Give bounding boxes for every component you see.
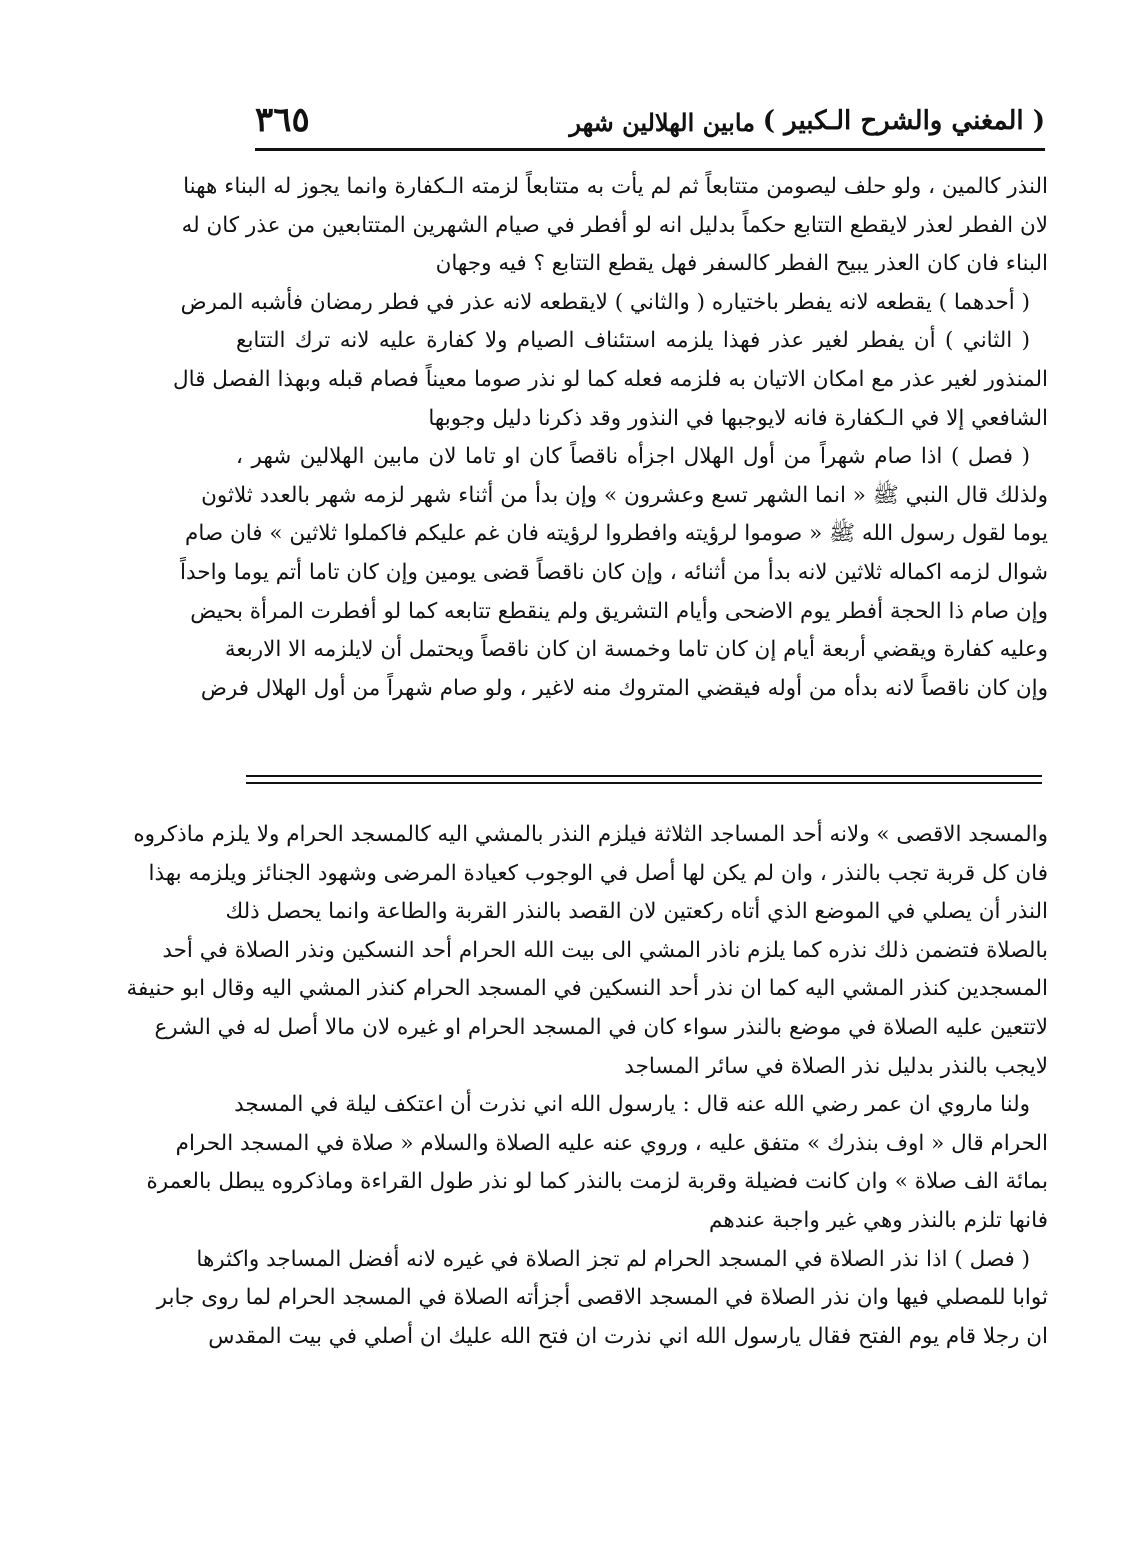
book-title: ( المغني والشرح الـكبير ) [762, 106, 1045, 136]
text-line: ثوابا للمصلي فيها وان نذر الصلاة في المسجد الاقصى أجزأته الصلاة في المسجد الحرام لما روى جابر [156, 1285, 1048, 1311]
section-divider [246, 775, 1042, 784]
section-title: مابين الهلالين شهر [569, 108, 755, 137]
text-line: ( فصل ) اذا صام شهراً من أول الهلال اجزأه ناقصاً كان او تاما لان مابين الهلالين شهر ، [236, 444, 1030, 470]
text-line: لان الفطر لعذر لايقطع التتابع حكماً بدليل انه لو أفطر في صيام الشهرين المتتابعين من عذر كان له [181, 212, 1048, 238]
text-line: ان رجلا قام يوم الفتح فقال يارسول الله اني نذرت ان فتح الله عليك ان أصلي في بيت المقدس [208, 1323, 1048, 1349]
text-line: المنذور لغير عذر مع امكان الاتيان به فلزمه فعله كما لو نذر صوما معيناً فصام قبله وبهذا الفصل قال [173, 366, 1048, 392]
text-line: لايجب بالنذر بدليل نذر الصلاة في سائر المساجد [624, 1053, 1048, 1079]
text-line: ( أحدهما ) يقطعه لانه يفطر باختياره ( والثاني ) لايقطعه لانه عذر في فطر رمضان فأشبه المرض [180, 289, 1030, 315]
text-line: وعليه كفارة ويقضي أربعة أيام إن كان تاما وخمسة ان كان ناقصاً ويحتمل أن لايلزمه الا الاربعة [224, 637, 1048, 663]
text-line: النذر أن يصلي في الموضع الذي أتاه ركعتين لان القصد بالنذر القربة والطاعة وانما يحصل ذلك [225, 899, 1048, 925]
text-line: وإن كان ناقصاً لانه بدأه من أوله فيقضي المتروك منه لاغير ، ولو صام شهراً من أول الهلال فرض [200, 675, 1048, 701]
text-line: بالصلاة فتضمن ذلك نذره كما يلزم ناذر المشي الى بيت الله الحرام أحد النسكين ونذر الصلاة في أحد [162, 937, 1048, 963]
text-line: ولذلك قال النبي ﷺ « انما الشهر تسع وعشرون » وإن بدأ من أثناء شهر لزمه شهر بالعدد ثلاثون [201, 482, 1048, 508]
text-line: يوما لقول رسول الله ﷺ « صوموا لرؤيته وافطروا لرؤيته فان غم عليكم فاكملوا ثلاثين » فان صام [185, 521, 1048, 547]
text-line: المسجدين كنذر المشي اليه كما ان نذر أحد النسكين في المسجد الحرام كنذر المشي اليه وقال ابو حنيفة [126, 976, 1048, 1002]
page-number: ٣٦٥ [255, 100, 310, 140]
text-line: بمائة الف صلاة » وان كانت فضيلة وقربة لزمت بالنذر كما لو نذر طول القراءة وماذكروه يبطل بالعمرة [146, 1169, 1048, 1195]
page-header [255, 100, 1045, 146]
text-line: فانها تلزم بالنذر وهي غير واجبة عندهم [709, 1207, 1048, 1233]
header-rule [255, 148, 1045, 151]
text-line: ( فصل ) اذا نذر الصلاة في المسجد الحرام لم تجز الصلاة في غيره لانه أفضل المساجد واكثرها [196, 1246, 1030, 1272]
text-line: البناء فان كان العذر يبيح الفطر كالسفر فهل يقطع التتابع ؟ فيه وجهان [435, 251, 1048, 277]
text-line: شوال لزمه اكماله ثلاثين لانه بدأ من أثنائه ، وإن كان ناقصاً قضى يومين وإن كان تاما أتم يوما واحداً [180, 559, 1048, 585]
text-line: الشافعي إلا في الـكفارة فانه لايوجبها في النذور وقد ذكرنا دليل وجوبها [428, 405, 1048, 431]
main-text-block [173, 168, 1048, 708]
text-line: وإن صام ذا الحجة أفطر يوم الاضحى وأيام التشريق ولم ينقطع تتابعه كما لو أفطرت المرأة بحيض [190, 598, 1048, 624]
text-line: ولنا ماروي ان عمر رضي الله عنه قال : يارسول الله اني نذرت أن اعتكف ليلة في المسجد [234, 1092, 1030, 1118]
text-line: لاتتعين عليه الصلاة في موضع بالنذر سواء كان في المسجد الحرام او غيره لان مالا أصل له في الشرع [154, 1014, 1048, 1040]
text-line: والمسجد الاقصى » ولانه أحد المساجد الثلاثة فيلزم النذر بالمشي اليه كالمسجد الحرام ولا يلزم ماذكروه [133, 822, 1048, 847]
commentary-text-block [126, 816, 1048, 1356]
text-line: الحرام قال « اوف بنذرك » متفق عليه ، وروي عنه عليه الصلاة والسلام « صلاة في المسجد الحرام [175, 1130, 1048, 1156]
text-line: فان كل قربة تجب بالنذر ، وان لم يكن لها أصل في الوجوب كعيادة المرضى وشهود الجنائز ويلزمه بهذا [148, 860, 1048, 886]
text-line: النذر كالمين ، ولو حلف ليصومن متتابعاً ثم لم يأت به متتابعاً لزمته الـكفارة وانما يجوز له البناء ههنا [183, 174, 1048, 199]
text-line: ( الثاني ) أن يفطر لغير عذر فهذا يلزمه استئناف الصيام ولا كفارة عليه لانه ترك التتابع [236, 328, 1030, 354]
